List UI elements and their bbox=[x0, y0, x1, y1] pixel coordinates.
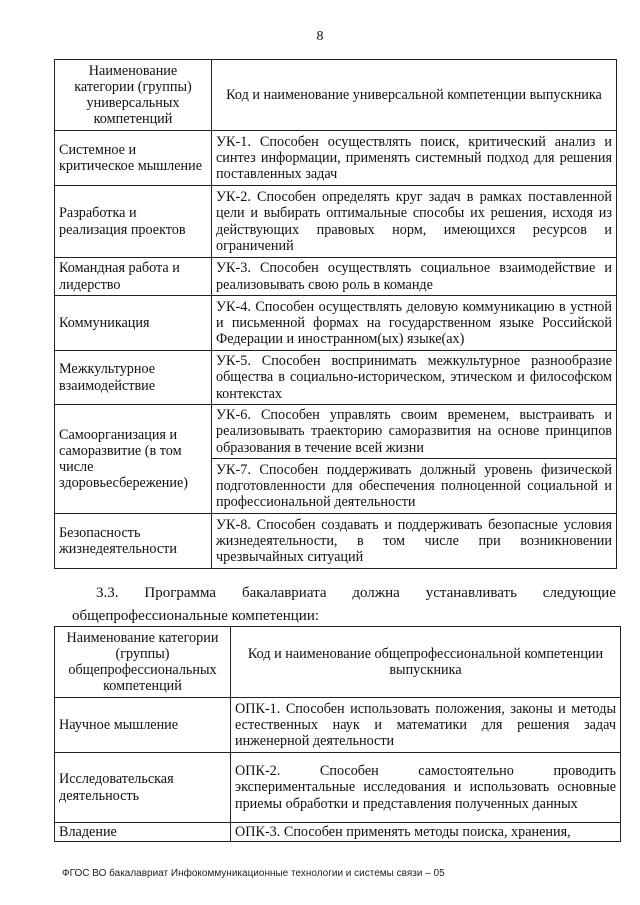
competency-cell: ОПК-3. Способен применять методы поиска, хранения, bbox=[231, 823, 621, 842]
header-code-cell: Код и наименование общепрофессиональной компетенции выпускника bbox=[231, 627, 621, 698]
table-row bbox=[55, 823, 621, 842]
category-cell: Безопасность жизнедеятельности bbox=[55, 514, 212, 569]
category-cell: Научное мышление bbox=[55, 698, 231, 753]
table-row bbox=[55, 698, 621, 753]
paragraph-word: устанавливать bbox=[425, 585, 517, 601]
category-cell: Командная работа и лидерство bbox=[55, 258, 212, 296]
header-code-cell: Код и наименование универсальной компетенции выпускника bbox=[212, 60, 617, 131]
category-cell: Разработка и реализация проектов bbox=[55, 186, 212, 258]
table-row bbox=[55, 753, 621, 823]
paragraph-line-1 bbox=[96, 584, 616, 602]
general-professional-competencies-table bbox=[54, 626, 621, 842]
table-row bbox=[55, 351, 617, 405]
competency-cell: УК-6. Способен управлять своим временем, выстраивать и реализовывать траекторию саморазвития на основе принципов образования в течение всей жизни bbox=[212, 405, 617, 459]
table-row bbox=[55, 131, 617, 186]
page-footer: ФГОС ВО бакалавриат Инфокоммуникационные технологии и системы связи – 05 bbox=[62, 868, 445, 879]
category-cell: Владение bbox=[55, 823, 231, 842]
competency-cell: УК-3. Способен осуществлять социальное взаимодействие и реализовывать свою роль в команде bbox=[212, 258, 617, 296]
competency-cell: УК-5. Способен воспринимать межкультурное разнообразие общества в социально-историческом, этическом и философском контекстах bbox=[212, 351, 617, 405]
competency-cell: УК-8. Способен создавать и поддерживать безопасные условия жизнедеятельности, в том числе при возникновении чрезвычайных ситуаций bbox=[212, 514, 617, 569]
header-category-cell: Наименование категории (группы) универсальных компетенций bbox=[55, 60, 212, 131]
paragraph-word: Программа bbox=[144, 585, 217, 601]
competency-cell: ОПК-1. Способен использовать положения, законы и методы естественных наук и математики для решения задач инженерной деятельности bbox=[231, 698, 621, 753]
category-cell: Межкультурное взаимодействие bbox=[55, 351, 212, 405]
competency-cell: ОПК-2. Способен самостоятельно проводить экспериментальные исследования и использовать основные приемы обработки и представления полученных данных bbox=[231, 753, 621, 823]
header-category-cell: Наименование категории (группы) общепрофессиональных компетенций bbox=[55, 627, 231, 698]
paragraph-word: должна bbox=[352, 585, 400, 601]
paragraph-word: бакалавриата bbox=[241, 585, 327, 601]
category-cell: Самоорганизация и саморазвитие (в том числе здоровьесбережение) bbox=[55, 405, 212, 514]
page-number: 8 bbox=[316, 29, 324, 44]
table-header-row bbox=[55, 60, 617, 131]
competency-cell: УК-2. Способен определять круг задач в рамках поставленной цели и выбирать оптимальные способы их решения, исходя из действующих правовых норм, имеющихся ресурсов и ограничений bbox=[212, 186, 617, 258]
competency-cell: УК-1. Способен осуществлять поиск, критический анализ и синтез информации, применять системный подход для решения поставленных задач bbox=[212, 131, 617, 186]
paragraph-line-2: общепрофессиональные компетенции: bbox=[72, 608, 320, 624]
universal-competencies-table bbox=[54, 59, 617, 569]
category-cell: Коммуникация bbox=[55, 296, 212, 351]
table-row bbox=[55, 186, 617, 258]
competency-cell: УК-4. Способен осуществлять деловую коммуникацию в устной и письменной формах на государственном языке Российской Федерации и иностранном(ых) языке(ах) bbox=[212, 296, 617, 351]
paragraph-word: следующие bbox=[542, 585, 616, 601]
table-row bbox=[55, 258, 617, 296]
table-row bbox=[55, 296, 617, 351]
table-row bbox=[55, 514, 617, 569]
table-row bbox=[55, 405, 617, 459]
table-header-row bbox=[55, 627, 621, 698]
category-cell: Исследовательская деятельность bbox=[55, 753, 231, 823]
paragraph-word: 3.3. bbox=[96, 585, 119, 601]
competency-cell: УК-7. Способен поддерживать должный уровень физической подготовленности для обеспечения полноценной социальной и профессиональной деятельности bbox=[212, 459, 617, 514]
category-cell: Системное и критическое мышление bbox=[55, 131, 212, 186]
